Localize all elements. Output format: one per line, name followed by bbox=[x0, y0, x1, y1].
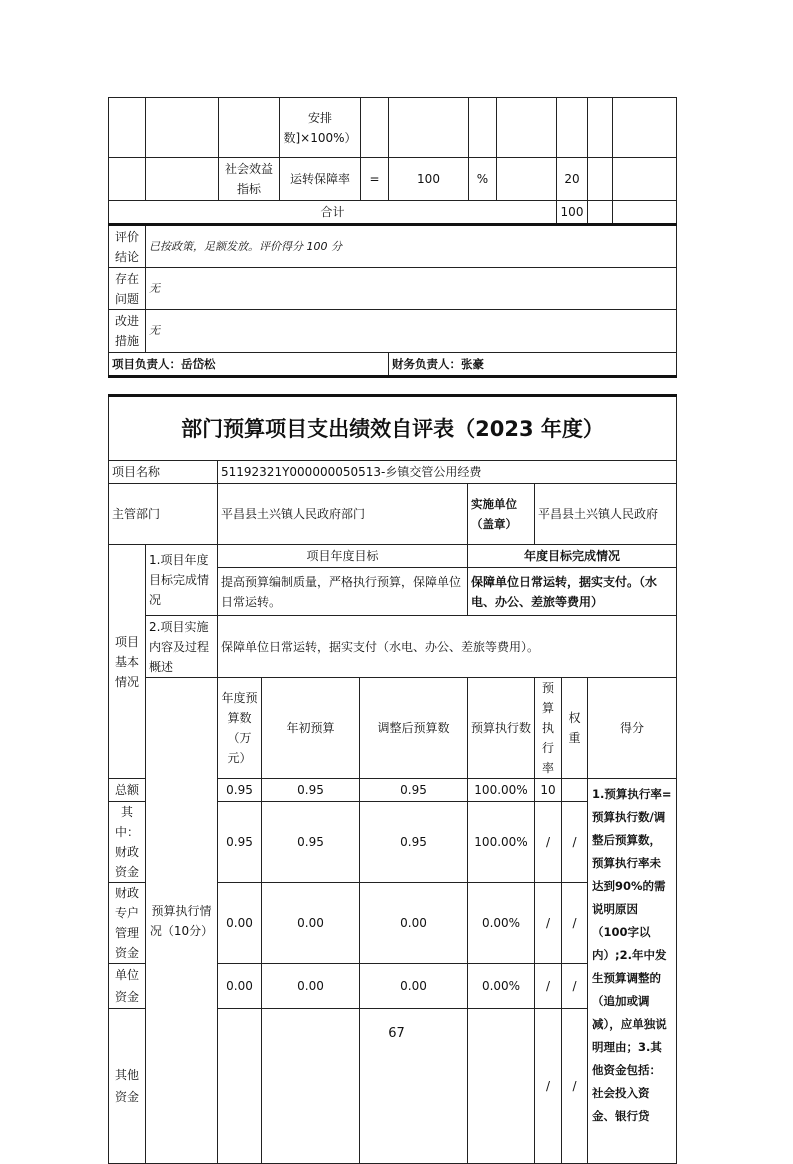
project-name-label: 项目名称 bbox=[109, 461, 218, 484]
row-label: 单位资金 bbox=[109, 964, 146, 1009]
total-label: 合计 bbox=[109, 201, 557, 225]
execution-rate: 0.00% bbox=[468, 883, 535, 964]
evaluation-table-continued bbox=[108, 97, 677, 378]
self-evaluation-form bbox=[108, 394, 677, 1164]
goal-text: 提高预算编制质量，严格执行预算，保障单位日常运转。 bbox=[218, 568, 468, 616]
score: / bbox=[562, 883, 588, 964]
reason-notes: 1.预算执行率=预算执行数/调整后预算数，预算执行率未达到90%的需说明原因（100字以内）;2.年中发生预算调整的（追加或调减），应单独说明理由；3.其他资金包括：社会投入资金、银行贷 bbox=[588, 779, 677, 1164]
total-value: 100 bbox=[557, 201, 588, 225]
target-value-cell: 100 bbox=[389, 158, 469, 201]
weight: / bbox=[535, 883, 562, 964]
budget-header-3: 预算执行数 bbox=[468, 678, 535, 779]
initial-budget: 0.95 bbox=[218, 779, 262, 802]
improvement-measures-text: 无 bbox=[146, 310, 677, 353]
weight: 10 bbox=[535, 779, 562, 802]
execution-rate: 100.00% bbox=[468, 802, 535, 883]
adjusted-budget: 0.00 bbox=[262, 883, 360, 964]
weight: / bbox=[535, 964, 562, 1009]
completion-text: 保障单位日常运转，据实支付。（水电、办公、差旅等费用） bbox=[468, 568, 677, 616]
weight: / bbox=[535, 1009, 562, 1164]
executed-budget: 0.00 bbox=[360, 964, 468, 1009]
page-number: 67 bbox=[388, 1026, 405, 1041]
social-benefit-indicator-label: 社会效益指标 bbox=[219, 158, 280, 201]
budget-execution-label: 预算执行情况（10分） bbox=[146, 678, 218, 1164]
budget-header-6: 得分 bbox=[588, 678, 677, 779]
budget-header-1: 年初预算 bbox=[262, 678, 360, 779]
adjusted-budget: 0.95 bbox=[262, 779, 360, 802]
goal-header: 项目年度目标 bbox=[218, 545, 468, 568]
adjusted-budget: 0.00 bbox=[262, 964, 360, 1009]
row-label: 财政专户管理资金 bbox=[109, 883, 146, 964]
existing-issues-label: 存在问题 bbox=[109, 268, 146, 310]
score: / bbox=[562, 802, 588, 883]
score bbox=[562, 779, 588, 802]
budget-header-0: 年度预算数（万元） bbox=[218, 678, 262, 779]
budget-header-4: 预算执行率 bbox=[535, 678, 562, 779]
improvement-measures-label: 改进措施 bbox=[109, 310, 146, 353]
completion-header: 年度目标完成情况 bbox=[468, 545, 677, 568]
operator-cell: = bbox=[361, 158, 389, 201]
existing-issues-text: 无 bbox=[146, 268, 677, 310]
project-lead: 项目负责人：岳岱松 bbox=[109, 353, 389, 377]
form-title: 部门预算项目支出绩效自评表（2023 年度） bbox=[109, 396, 677, 461]
row-label: 其中：财政资金 bbox=[109, 802, 146, 883]
department-label: 主管部门 bbox=[109, 484, 218, 545]
executed-budget: 0.00 bbox=[360, 883, 468, 964]
execution-rate: 100.00% bbox=[468, 779, 535, 802]
score: / bbox=[562, 964, 588, 1009]
budget-header-2: 调整后预算数 bbox=[360, 678, 468, 779]
project-name-value: 51192321Y000000050513-乡镇交管公用经费 bbox=[218, 461, 677, 484]
executed-budget: 0.95 bbox=[360, 779, 468, 802]
budget-header-5: 权重 bbox=[562, 678, 588, 779]
row-label: 总额 bbox=[109, 779, 146, 802]
implementing-unit-label: 实施单位（盖章） bbox=[468, 484, 535, 545]
goal-completion-label: 1.项目年度目标完成情况 bbox=[146, 545, 218, 616]
adjusted-budget: 0.95 bbox=[262, 802, 360, 883]
evaluation-conclusion-text: 已按政策，足额发放。评价得分 100 分 bbox=[146, 225, 677, 268]
operation-guarantee-rate-label: 运转保障率 bbox=[280, 158, 361, 201]
content-overview-label: 2.项目实施内容及过程概述 bbox=[146, 616, 218, 678]
implementing-unit-value: 平昌县土兴镇人民政府 bbox=[535, 484, 677, 545]
initial-budget: 0.00 bbox=[218, 964, 262, 1009]
evaluation-conclusion-label: 评价结论 bbox=[109, 225, 146, 268]
weight-cell: 20 bbox=[557, 158, 588, 201]
initial-budget: 0.00 bbox=[218, 883, 262, 964]
execution-rate: 0.00% bbox=[468, 964, 535, 1009]
finance-lead: 财务负责人：张豪 bbox=[389, 353, 677, 377]
initial-budget: 0.95 bbox=[218, 802, 262, 883]
content-overview-text: 保障单位日常运转，据实支付（水电、办公、差旅等费用）。 bbox=[218, 616, 677, 678]
executed-budget: 0.95 bbox=[360, 802, 468, 883]
unit-cell: % bbox=[469, 158, 497, 201]
row-label: 其他资金 bbox=[109, 1009, 146, 1164]
indicator-formula-text: 安排数]×100%） bbox=[280, 98, 361, 158]
basic-info-label: 项目基本情况 bbox=[109, 545, 146, 779]
score: / bbox=[562, 1009, 588, 1164]
weight: / bbox=[535, 802, 562, 883]
department-value: 平昌县土兴镇人民政府部门 bbox=[218, 484, 468, 545]
